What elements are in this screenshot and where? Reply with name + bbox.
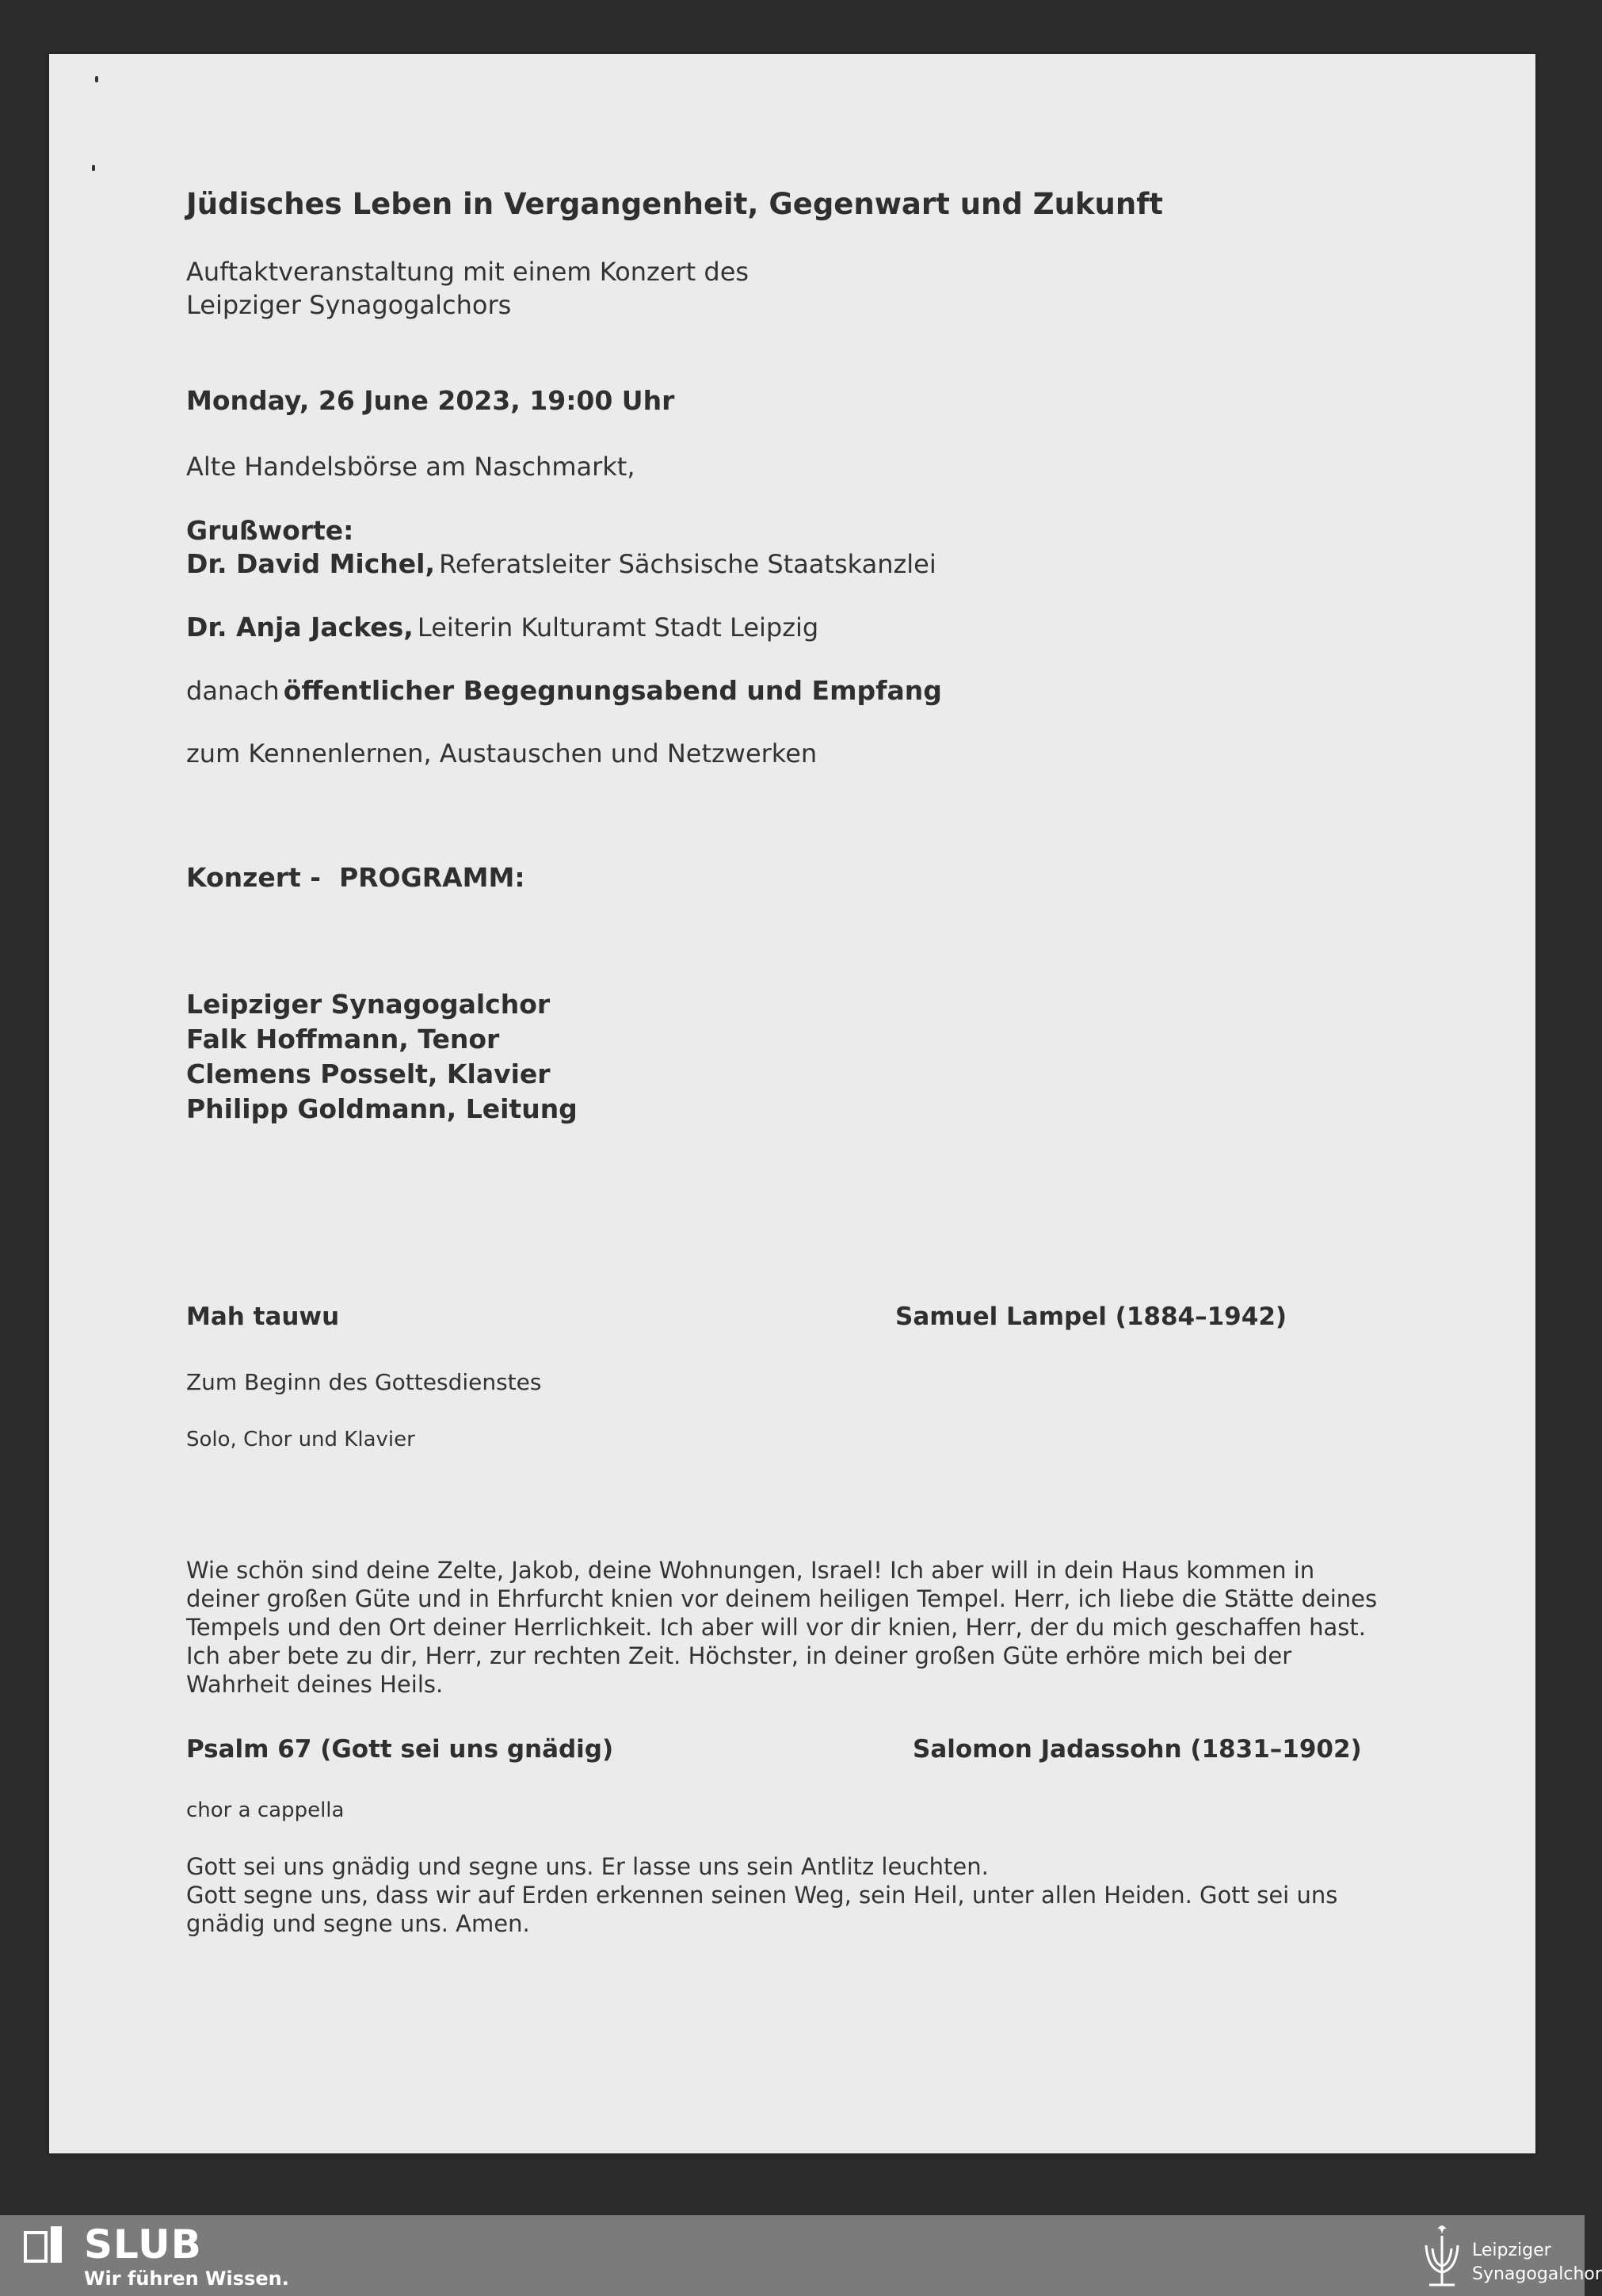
subtitle-line-1: Auftaktveranstaltung mit einem Konzert des bbox=[186, 257, 750, 287]
paper-speck bbox=[95, 76, 98, 82]
performer-3: Clemens Posselt, Klavier bbox=[186, 1058, 551, 1089]
performer-1: Leipziger Synagogalchor bbox=[186, 989, 551, 1020]
piece-1-text: Wie schön sind deine Zelte, Jakob, deine Wohnungen, Israel! Ich aber will in dein Haus kommen in deiner großen Güte und in Ehrfurcht knien vor deinem heiligen Tempel. Herr, ich liebe die Stätte deines Tempels und den Ort deiner Herrlichkeit. Ich aber will vor dir knien, Herr, der du mich geschaffen hast. Ich aber bete zu dir, Herr, zur rechten Zeit. Höchster, in deiner großen Güte erhöre mich bei der Wahrheit deines Heils. bbox=[186, 1557, 1378, 1698]
menorah-icon bbox=[1418, 2222, 1466, 2293]
speaker-1 bbox=[186, 548, 936, 579]
piece-1-note: Zum Beginn des Gottesdienstes bbox=[186, 1369, 542, 1395]
subtitle-line-2: Leipziger Synagogalchors bbox=[186, 290, 512, 320]
paper-speck bbox=[92, 165, 95, 171]
piece-2-text-line-1: Gott sei uns gnädig und segne uns. Er lasse uns sein Antlitz leuchten. bbox=[186, 1853, 989, 1880]
performer-4: Philipp Goldmann, Leitung bbox=[186, 1093, 578, 1124]
speaker-1-name: Dr. David Michel, bbox=[186, 548, 436, 579]
piece-1-title: Mah tauwu bbox=[186, 1302, 340, 1331]
document-page bbox=[49, 54, 1535, 2153]
piece-2-title: Psalm 67 (Gott sei uns gnädig) bbox=[186, 1735, 614, 1764]
greetings-heading: Grußworte: bbox=[186, 515, 354, 546]
piece-1-composer: Samuel Lampel (1884–1942) bbox=[895, 1302, 1287, 1331]
piece-2-setting: chor a cappella bbox=[186, 1798, 345, 1822]
piece-1-setting: Solo, Chor und Klavier bbox=[186, 1428, 415, 1451]
partner-name bbox=[1472, 2239, 1602, 2286]
afterwards-bold: öffentlicher Begegnungsabend und Empfang bbox=[283, 675, 942, 706]
afterwards-line bbox=[186, 675, 942, 706]
speaker-2 bbox=[186, 612, 818, 643]
event-venue: Alte Handelsbörse am Naschmarkt, bbox=[186, 452, 635, 482]
footer-bar bbox=[0, 2215, 1602, 2296]
performer-2: Falk Hoffmann, Tenor bbox=[186, 1024, 500, 1055]
speaker-1-role: Referatsleiter Sächsische Staatskanzlei bbox=[439, 549, 936, 579]
partner-name-line-1: Leipziger bbox=[1472, 2241, 1551, 2260]
partner-name-line-2: Synagogalchor bbox=[1472, 2264, 1602, 2284]
slub-tagline: Wir führen Wissen. bbox=[84, 2267, 289, 2290]
networking-line: zum Kennenlernen, Austauschen und Netzwerken bbox=[186, 738, 818, 769]
document-title: Jüdisches Leben in Vergangenheit, Gegenwart und Zukunft bbox=[186, 187, 1163, 221]
piece-2-composer: Salomon Jadassohn (1831–1902) bbox=[913, 1735, 1362, 1764]
slub-brand: SLUB bbox=[84, 2222, 202, 2267]
program-heading: Konzert - PROGRAMM: bbox=[186, 862, 525, 893]
afterwards-prefix: danach bbox=[186, 676, 280, 706]
event-date: Monday, 26 June 2023, 19:00 Uhr bbox=[186, 385, 675, 416]
slub-logo-icon bbox=[22, 2223, 63, 2267]
speaker-2-role: Leiterin Kulturamt Stadt Leipzig bbox=[417, 612, 819, 643]
piece-2-text-line-2: Gott segne uns, dass wir auf Erden erkennen seinen Weg, sein Heil, unter allen Heiden. Gott sei uns gnädig und segne uns. Amen. bbox=[186, 1882, 1338, 1937]
speaker-2-name: Dr. Anja Jackes, bbox=[186, 612, 414, 643]
